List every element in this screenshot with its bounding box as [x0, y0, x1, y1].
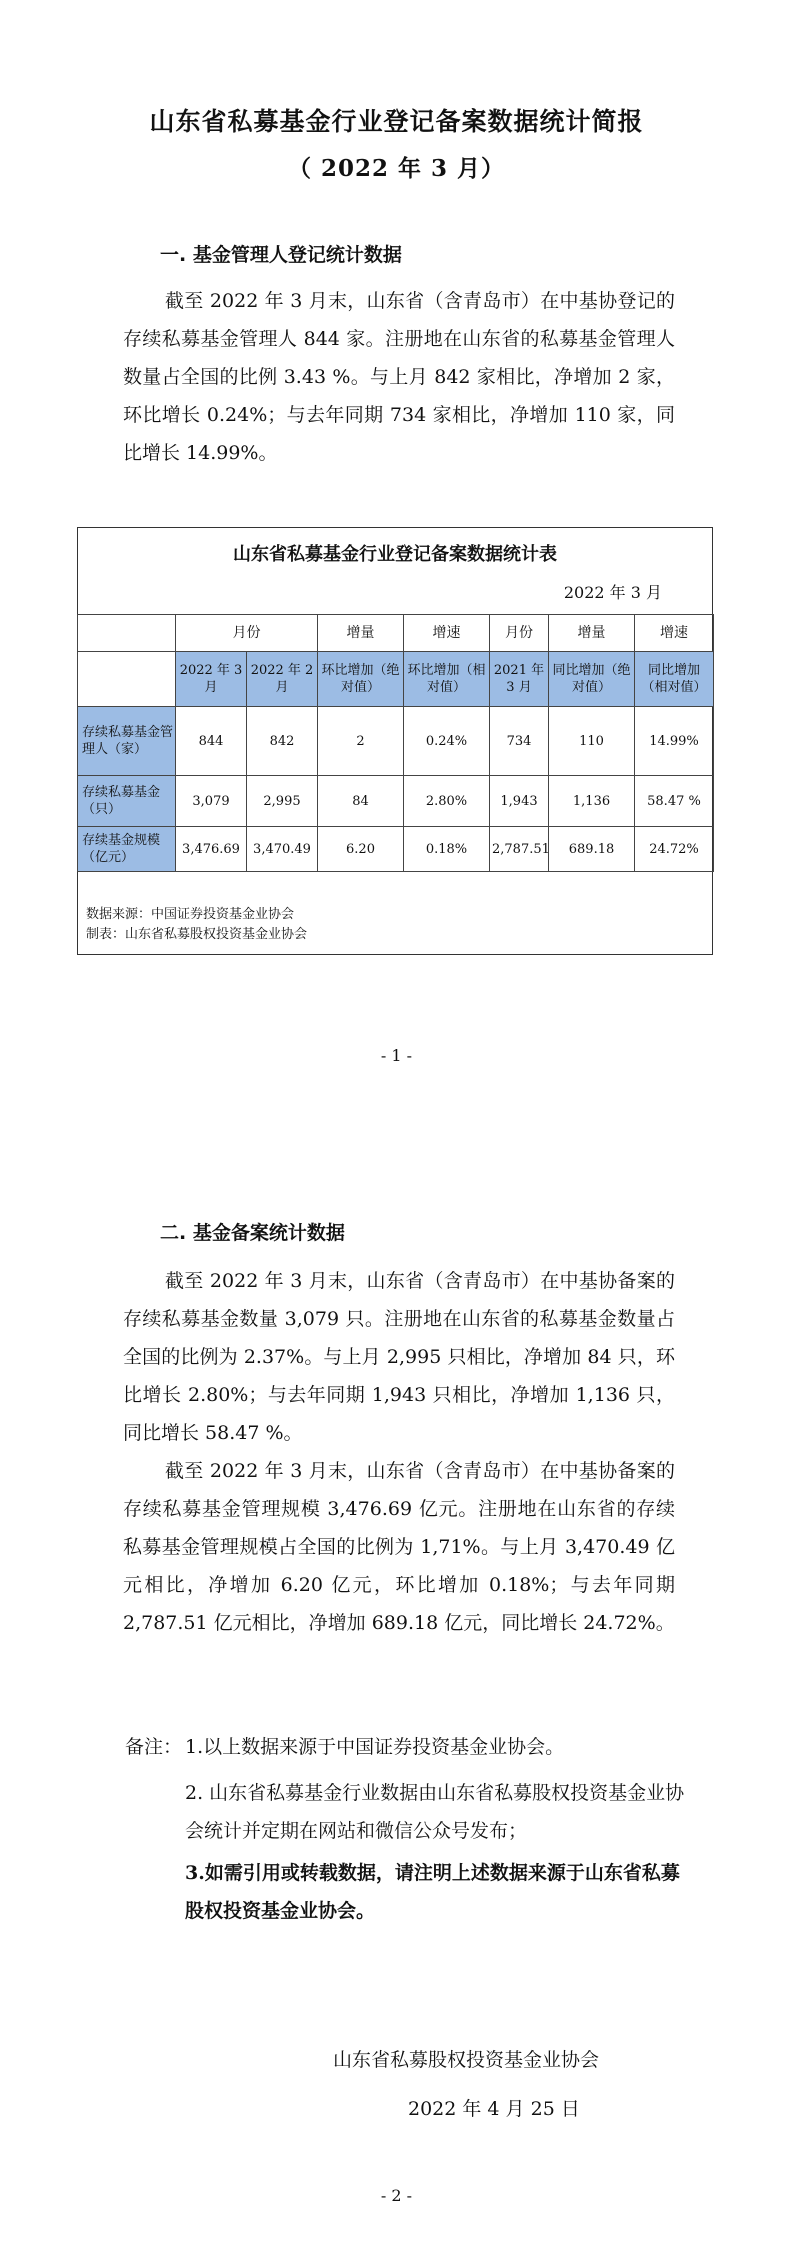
signature-date: 2022 年 4 月 25 日: [408, 2098, 580, 2120]
table-cell: 2,787.51: [490, 827, 549, 872]
section2-paragraph-2: 截至 2022 年 3 月末，山东省（含青岛市）在中基协备案的存续私募基金管理规模 3,476.69 亿元。注册地在山东省的存续私募基金管理规模占全国的比例为 1,71%。与上月 3,470.49 亿元相比，净增加 6.20 亿元，环比增加 0.18%；与去年同期 2,787.51 亿元相比，净增加 689.18 亿元，同比增长 24.72%。: [123, 1460, 675, 1634]
table-cell: 2: [318, 707, 404, 776]
header-growth-mom: 增速: [404, 615, 490, 652]
document-title: 山东省私募基金行业登记备案数据统计简报: [149, 107, 644, 136]
row-label: 存续私募基金管理人（家）: [78, 707, 176, 776]
table-cell: 2,995: [247, 776, 318, 827]
header-growth-yoy: 增速: [635, 615, 714, 652]
header-month-current: 月份: [176, 615, 318, 652]
table-title: 山东省私募基金行业登记备案数据统计表: [233, 544, 557, 565]
table-cell: 842: [247, 707, 318, 776]
table-cell: 58.47 %: [635, 776, 714, 827]
header-month-prior-year: 月份: [490, 615, 549, 652]
table-date: 2022 年 3 月: [563, 583, 662, 602]
table-cell: 1,943: [490, 776, 549, 827]
table-cell: 2.80%: [404, 776, 490, 827]
note-2: 2. 山东省私募基金行业数据由山东省私募股权投资基金业协会统计并定期在网站和微信公众号发布；: [185, 1782, 685, 1842]
table-row: [78, 776, 714, 827]
note-3: 3.如需引用或转载数据，请注明上述数据来源于山东省私募股权投资基金业协会。: [185, 1862, 680, 1922]
table-maker-note: 制表：山东省私募股权投资基金业协会: [86, 927, 308, 942]
header-2022-03: 2022 年 3 月: [176, 652, 247, 707]
table-cell: 689.18: [549, 827, 635, 872]
table-cell: 1,136: [549, 776, 635, 827]
table-cell: 14.99%: [635, 707, 714, 776]
signature-org: 山东省私募股权投资基金业协会: [333, 2049, 600, 2071]
page-number-2: - 2 -: [380, 2186, 413, 2205]
row-label: 存续私募基金（只）: [78, 776, 176, 827]
header-yoy-relative: 同比增加（相对值）: [635, 652, 714, 707]
table-corner-cell: [78, 652, 176, 707]
stats-table: [77, 614, 714, 872]
note-1: 1.以上数据来源于中国证券投资基金业协会。: [185, 1736, 565, 1758]
row-label: 存续基金规模（亿元）: [78, 827, 176, 872]
table-cell: 844: [176, 707, 247, 776]
table-footnotes: [86, 905, 307, 945]
document-subtitle: （ 2022 年 3 月）: [287, 155, 506, 182]
table-cell: 0.18%: [404, 827, 490, 872]
header-2022-02: 2022 年 2 月: [247, 652, 318, 707]
table-cell: 0.24%: [404, 707, 490, 776]
section2-heading: 二. 基金备案统计数据: [160, 1222, 345, 1244]
table-cell: 3,079: [176, 776, 247, 827]
header-mom-relative: 环比增加（相对值）: [404, 652, 490, 707]
table-cell: 24.72%: [635, 827, 714, 872]
header-increment-yoy: 增量: [549, 615, 635, 652]
data-source-note: 数据来源：中国证券投资基金业协会: [86, 907, 295, 922]
table-cell: 734: [490, 707, 549, 776]
header-mom-absolute: 环比增加（绝对值）: [318, 652, 404, 707]
table-header-row-2: [78, 652, 714, 707]
header-2021-03: 2021 年 3 月: [490, 652, 549, 707]
stats-table-box: [77, 527, 713, 955]
table-cell: 84: [318, 776, 404, 827]
notes-label: 备注：: [125, 1736, 183, 1758]
table-row: [78, 827, 714, 872]
table-corner-cell: [78, 615, 176, 652]
page-number-1: - 1 -: [380, 1046, 413, 1065]
table-cell: 3,476.69: [176, 827, 247, 872]
section2-paragraph-1: 截至 2022 年 3 月末，山东省（含青岛市）在中基协备案的存续私募基金数量 3,079 只。注册地在山东省的私募基金数量占全国的比例为 2.37%。与上月 2,995 只相比，净增加 84 只，环比增长 2.80%；与去年同期 1,943 只相比，净增加 1,136 只，同比增长 58.47 %。: [123, 1270, 675, 1444]
table-row: [78, 707, 714, 776]
table-cell: 6.20: [318, 827, 404, 872]
table-header-row-1: [78, 615, 714, 652]
section1-paragraph: 截至 2022 年 3 月末，山东省（含青岛市）在中基协登记的存续私募基金管理人 844 家。注册地在山东省的私募基金管理人数量占全国的比例 3.43 %。与上月 842 家相比，净增加 2 家，环比增长 0.24%；与去年同期 734 家相比，净增加 110 家，同比增长 14.99%。: [123, 290, 675, 464]
table-cell: 110: [549, 707, 635, 776]
table-cell: 3,470.49: [247, 827, 318, 872]
header-increment-mom: 增量: [318, 615, 404, 652]
section1-heading: 一. 基金管理人登记统计数据: [160, 244, 402, 266]
header-yoy-absolute: 同比增加（绝对值）: [549, 652, 635, 707]
